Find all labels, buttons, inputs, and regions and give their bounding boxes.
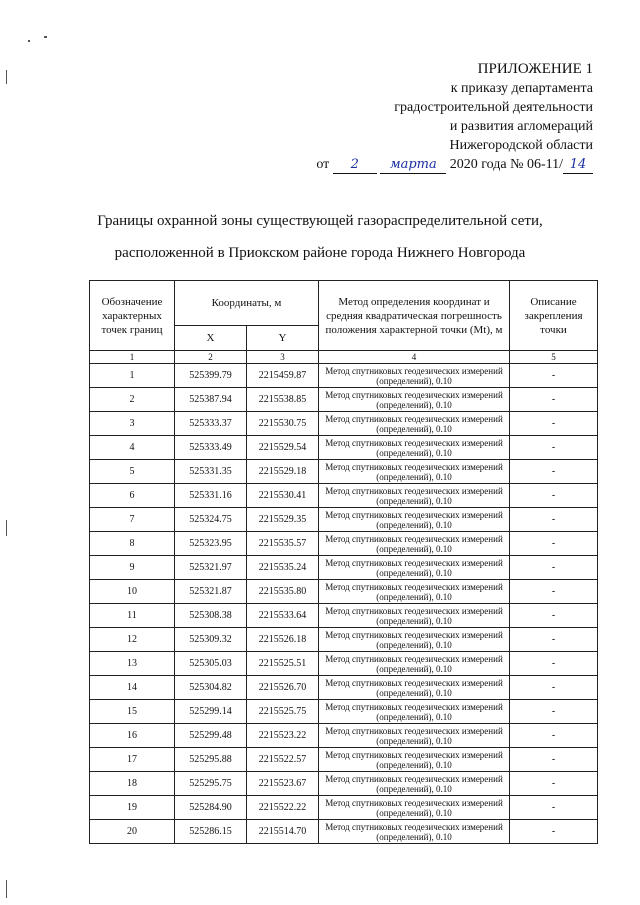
order-text: 2020 года № 06-11/ [449,157,563,172]
point-number: 7 [90,508,175,532]
header-x: X [175,326,247,351]
point-number: 3 [90,412,175,436]
appendix-line: градостроительной деятельности [394,100,593,115]
title-line: Границы охранной зоны существующей газораспределительной сети, [97,213,543,229]
header-designation: Обозначение характерных точек границ [90,281,175,351]
coord-x: 525299.48 [175,724,247,748]
appendix-line: Нижегородской области [449,138,593,153]
coord-y: 2215525.51 [247,652,319,676]
table-row [90,652,598,676]
column-number: 4 [319,351,510,364]
description-value: - [510,532,598,556]
scan-mark [28,40,30,42]
coord-x: 525308.38 [175,604,247,628]
coordinates-table [89,280,598,844]
method-text: Метод спутниковых геодезических измерений (определений), 0.10 [319,652,510,676]
coord-y: 2215526.70 [247,676,319,700]
coord-y: 2215535.57 [247,532,319,556]
coord-y: 2215522.22 [247,796,319,820]
method-text: Метод спутниковых геодезических измерений (определений), 0.10 [319,436,510,460]
coord-y: 2215526.18 [247,628,319,652]
method-text: Метод спутниковых геодезических измерений (определений), 0.10 [319,364,510,388]
coord-y: 2215535.80 [247,580,319,604]
column-number: 2 [175,351,247,364]
method-text: Метод спутниковых геодезических измерений (определений), 0.10 [319,532,510,556]
point-number: 18 [90,772,175,796]
scan-mark [44,36,47,38]
coord-y: 2215535.24 [247,556,319,580]
method-text: Метод спутниковых геодезических измерений (определений), 0.10 [319,724,510,748]
column-number-row [90,351,598,364]
method-text: Метод спутниковых геодезических измерений (определений), 0.10 [319,556,510,580]
point-number: 4 [90,436,175,460]
column-number: 5 [510,351,598,364]
coord-y: 2215533.64 [247,604,319,628]
point-number: 15 [90,700,175,724]
order-prefix: от [316,157,330,172]
description-value: - [510,700,598,724]
column-number: 1 [90,351,175,364]
description-value: - [510,652,598,676]
description-value: - [510,388,598,412]
coord-x: 525309.32 [175,628,247,652]
description-value: - [510,508,598,532]
description-value: - [510,412,598,436]
description-value: - [510,484,598,508]
point-number: 9 [90,556,175,580]
table-row [90,748,598,772]
description-value: - [510,436,598,460]
header-description: Описание закрепления точки [510,281,598,351]
coord-x: 525295.88 [175,748,247,772]
table-row [90,532,598,556]
coord-y: 2215459.87 [247,364,319,388]
description-value: - [510,724,598,748]
coord-x: 525284.90 [175,796,247,820]
description-value: - [510,772,598,796]
coord-x: 525323.95 [175,532,247,556]
method-text: Метод спутниковых геодезических измерений (определений), 0.10 [319,628,510,652]
coord-y: 2215522.57 [247,748,319,772]
column-number: 3 [247,351,319,364]
description-value: - [510,748,598,772]
coord-x: 525321.97 [175,556,247,580]
point-number: 11 [90,604,175,628]
appendix-line: к приказу департамента [450,81,593,96]
point-number: 8 [90,532,175,556]
point-number: 10 [90,580,175,604]
appendix-heading: ПРИЛОЖЕНИЕ 1 [477,61,593,77]
table-row [90,700,598,724]
coord-y: 2215530.75 [247,412,319,436]
description-value: - [510,604,598,628]
header-y: Y [247,326,319,351]
description-value: - [510,364,598,388]
coord-y: 2215514.70 [247,820,319,844]
header-method: Метод определения координат и средняя квадратическая погрешность положения характерной точки (Mt), м [319,281,510,351]
table-row [90,604,598,628]
method-text: Метод спутниковых геодезических измерений (определений), 0.10 [319,796,510,820]
table-row [90,556,598,580]
table-row [90,460,598,484]
coord-y: 2215523.22 [247,724,319,748]
point-number: 6 [90,484,175,508]
point-number: 20 [90,820,175,844]
order-line [316,155,593,174]
description-value: - [510,820,598,844]
method-text: Метод спутниковых геодезических измерений (определений), 0.10 [319,676,510,700]
order-month-handwritten: марта [380,157,446,174]
coord-y: 2215529.54 [247,436,319,460]
coord-x: 525304.82 [175,676,247,700]
scan-mark [6,70,7,84]
header-coordinates: Координаты, м [175,281,319,326]
scan-mark [6,520,7,536]
point-number: 13 [90,652,175,676]
point-number: 1 [90,364,175,388]
point-number: 12 [90,628,175,652]
coord-x: 525324.75 [175,508,247,532]
coord-x: 525331.35 [175,460,247,484]
order-day-handwritten: 2 [333,157,377,174]
coord-x: 525299.14 [175,700,247,724]
coord-x: 525333.37 [175,412,247,436]
table-row [90,364,598,388]
coord-x: 525399.79 [175,364,247,388]
coord-x: 525305.03 [175,652,247,676]
method-text: Метод спутниковых геодезических измерений (определений), 0.10 [319,772,510,796]
description-value: - [510,676,598,700]
description-value: - [510,796,598,820]
table-row [90,580,598,604]
method-text: Метод спутниковых геодезических измерений (определений), 0.10 [319,460,510,484]
description-value: - [510,556,598,580]
coord-x: 525387.94 [175,388,247,412]
description-value: - [510,628,598,652]
table-row [90,772,598,796]
table-row [90,484,598,508]
table-row [90,628,598,652]
coord-y: 2215523.67 [247,772,319,796]
point-number: 2 [90,388,175,412]
table-row [90,508,598,532]
method-text: Метод спутниковых геодезических измерений (определений), 0.10 [319,484,510,508]
title-line: расположенной в Приокском районе города Нижнего Новгорода [114,245,526,261]
coord-y: 2215525.75 [247,700,319,724]
table-row [90,412,598,436]
point-number: 14 [90,676,175,700]
table-row [90,388,598,412]
table-row [90,796,598,820]
coord-x: 525333.49 [175,436,247,460]
table-row [90,724,598,748]
coord-x: 525295.75 [175,772,247,796]
description-value: - [510,460,598,484]
method-text: Метод спутниковых геодезических измерений (определений), 0.10 [319,820,510,844]
appendix-block [316,60,593,174]
document-title [0,205,640,269]
method-text: Метод спутниковых геодезических измерений (определений), 0.10 [319,604,510,628]
coord-y: 2215529.18 [247,460,319,484]
method-text: Метод спутниковых геодезических измерений (определений), 0.10 [319,700,510,724]
point-number: 19 [90,796,175,820]
coord-y: 2215538.85 [247,388,319,412]
method-text: Метод спутниковых геодезических измерений (определений), 0.10 [319,388,510,412]
method-text: Метод спутниковых геодезических измерений (определений), 0.10 [319,412,510,436]
method-text: Метод спутниковых геодезических измерений (определений), 0.10 [319,508,510,532]
method-text: Метод спутниковых геодезических измерений (определений), 0.10 [319,748,510,772]
appendix-line: и развития агломераций [449,119,593,134]
scan-mark [6,880,7,898]
table-row [90,676,598,700]
point-number: 16 [90,724,175,748]
coord-x: 525321.87 [175,580,247,604]
point-number: 5 [90,460,175,484]
method-text: Метод спутниковых геодезических измерений (определений), 0.10 [319,580,510,604]
table-row [90,820,598,844]
table-row [90,436,598,460]
coord-x: 525331.16 [175,484,247,508]
coord-y: 2215530.41 [247,484,319,508]
coord-y: 2215529.35 [247,508,319,532]
description-value: - [510,580,598,604]
order-number-handwritten: 14 [563,157,593,174]
coord-x: 525286.15 [175,820,247,844]
point-number: 17 [90,748,175,772]
